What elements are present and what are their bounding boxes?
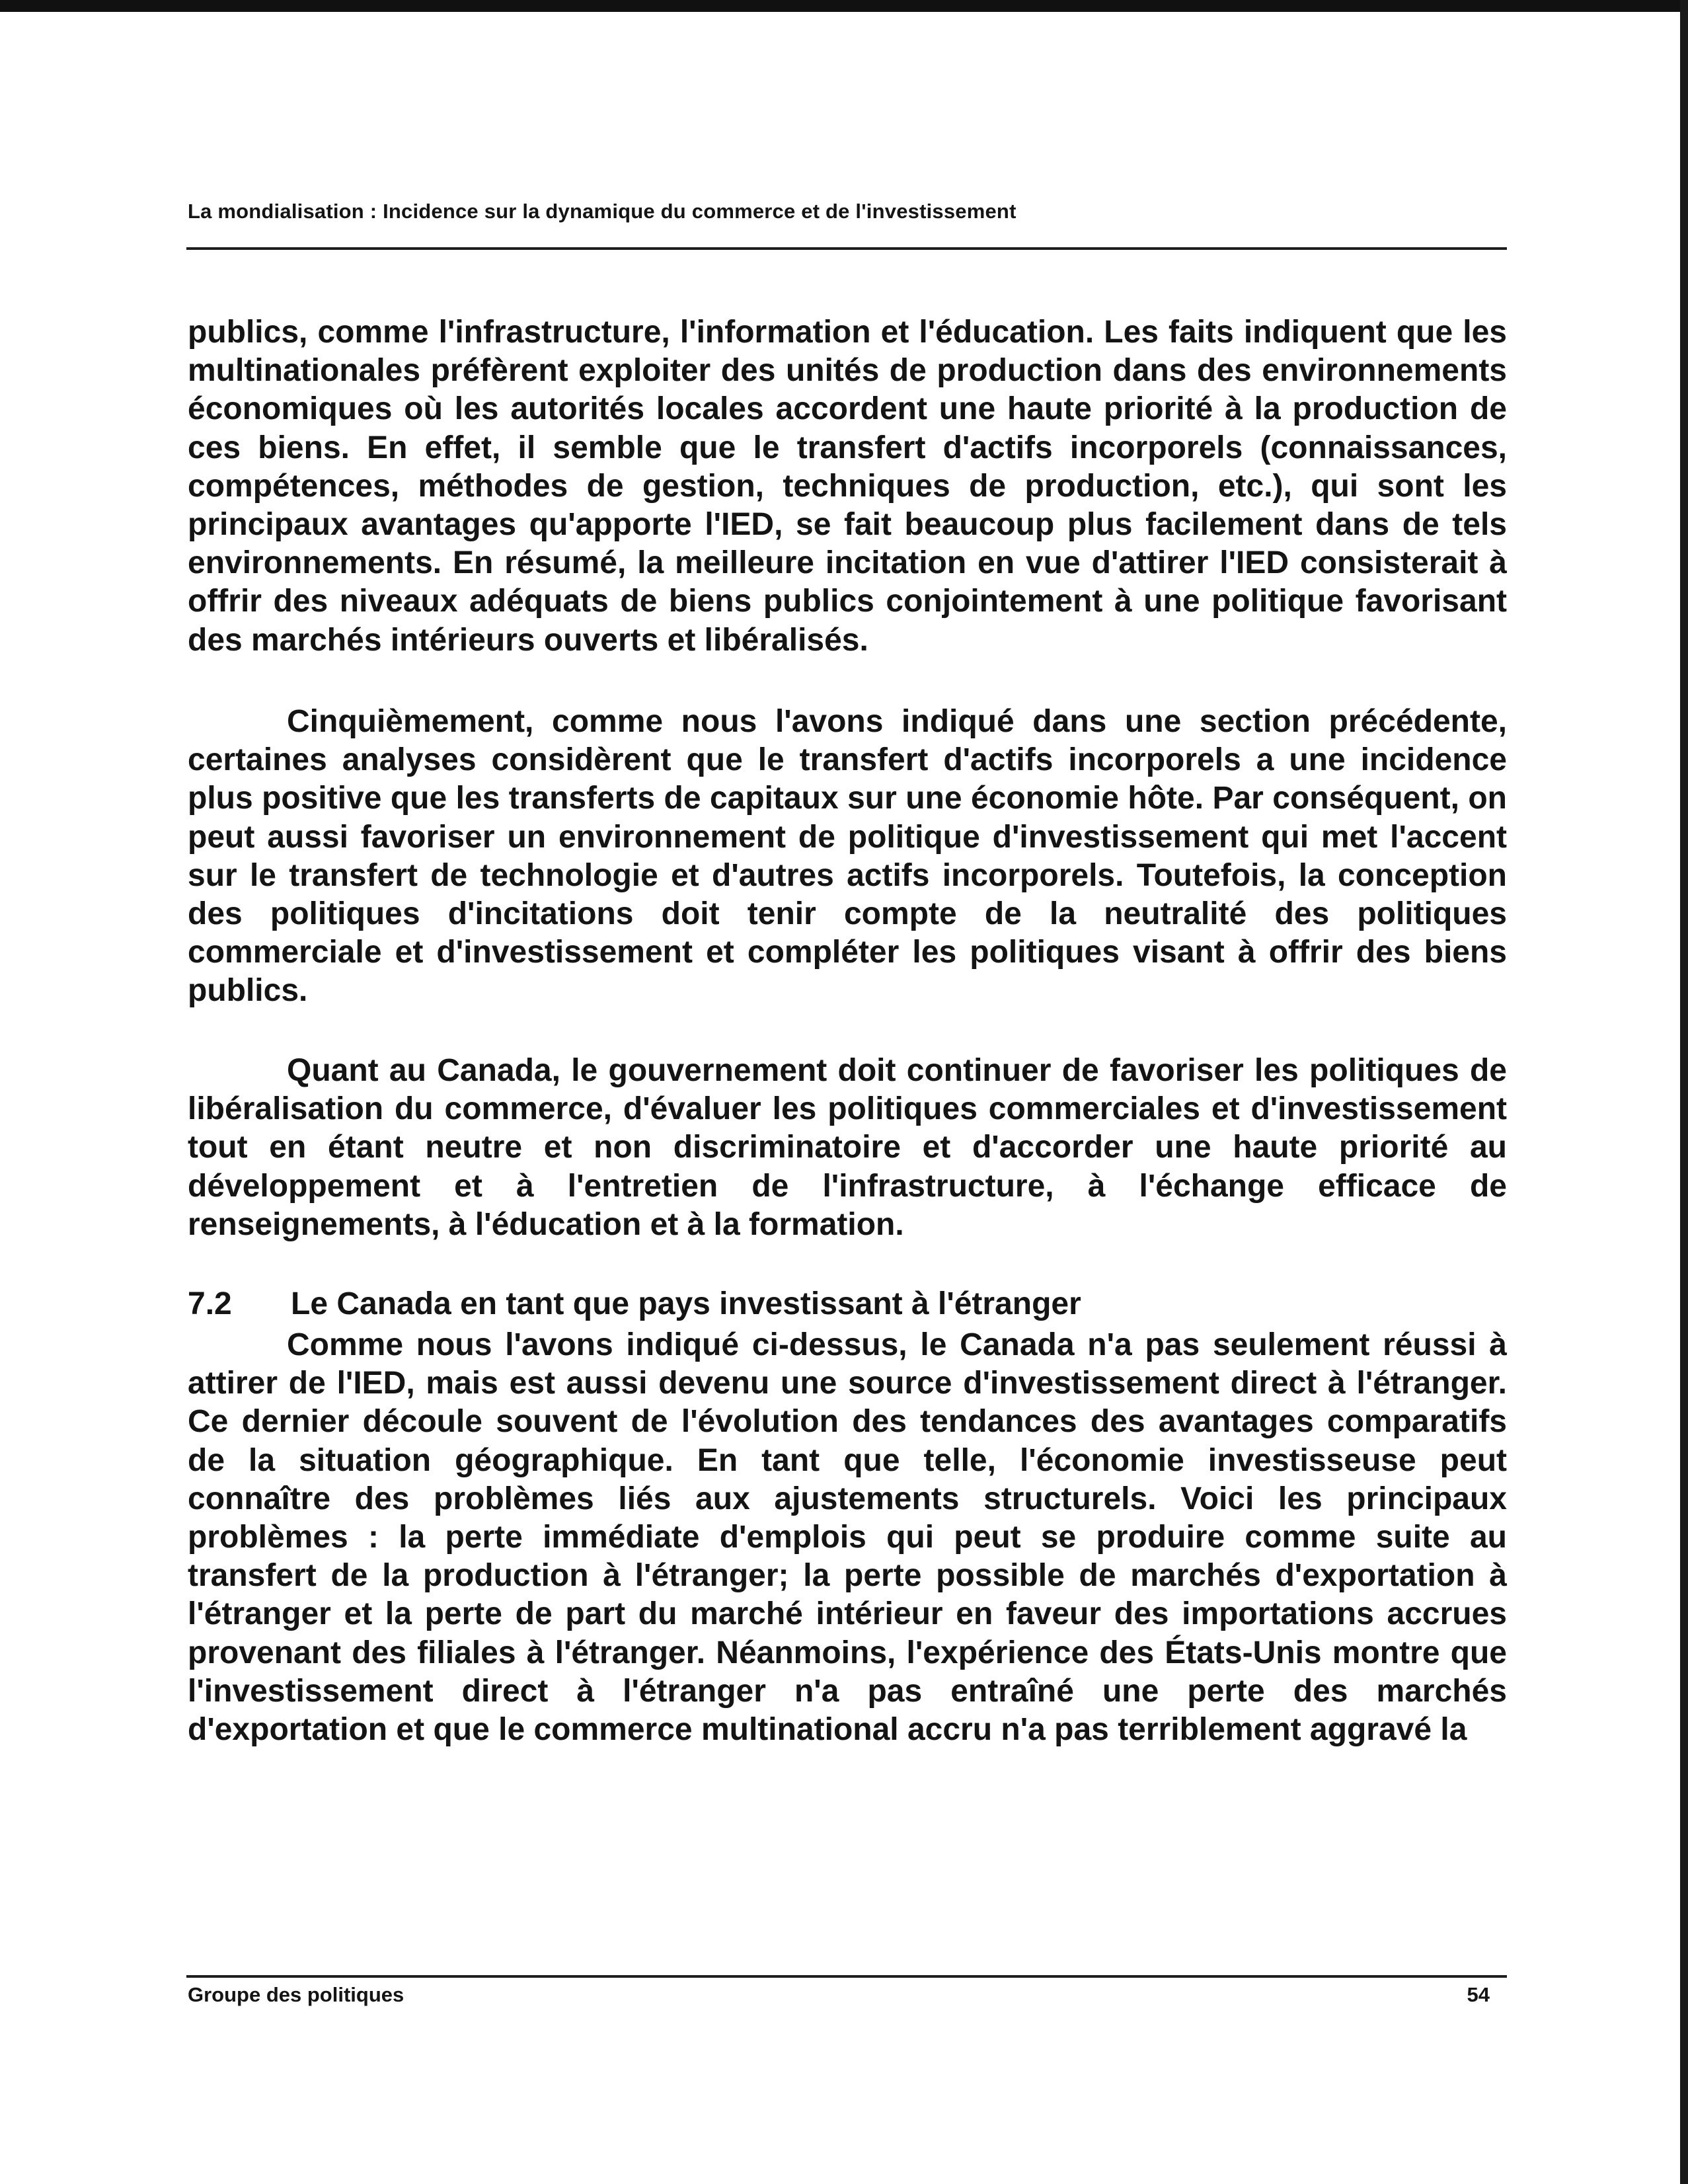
- section-heading: [188, 1286, 1081, 1322]
- paragraph-2: Cinquièmement, comme nous l'avons indiqué dans une section précédente, certaines analyses considèrent que le transfert d'actifs incorporels a une incidence plus positive que les transferts de capitaux sur une économie hôte. Par conséquent, on peut aussi favoriser un environnement de politique d'investissement qui met l'accent sur le transfert de technologie et d'autres actifs incorporels. Toutefois, la conception des politiques d'incitations doit tenir compte de la neutralité des politiques commerciale et d'investissement et compléter les politiques visant à offrir des biens publics.: [188, 704, 1507, 1009]
- section-number: 7.2: [188, 1286, 232, 1321]
- paragraph-3: Quant au Canada, le gouvernement doit continuer de favoriser les politiques de libéralisation du commerce, d'évaluer les politiques commerciales et d'investissement tout en étant neutre et non discriminatoire et d'accorder une haute priorité au développement et à l'entretien de l'infrastructure, à l'échange efficace de renseignements, à l'éducation et à la formation.: [188, 1053, 1507, 1242]
- scan-border-top: [0, 0, 1688, 12]
- header-divider: [186, 247, 1507, 250]
- footer-divider: [186, 1975, 1507, 1978]
- page-number: 54: [1467, 1983, 1490, 2006]
- running-header: La mondialisation : Incidence sur la dynamique du commerce et de l'investissement: [188, 200, 1017, 223]
- section-paragraph: Comme nous l'avons indiqué ci-dessus, le Canada n'a pas seulement réussi à attirer de l'IED, mais est aussi devenu une source d'investissement direct à l'étranger. Ce dernier découle souvent de l'évolution des tendances des avantages comparatifs de la situation géographique. En tant que telle, l'économie investisseuse peut connaître des problèmes liés aux ajustements structurels. Voici les principaux problèmes : la perte immédiate d'emplois qui peut se produire comme suite au transfert de la production à l'étranger; la perte possible de marchés d'exportation à l'étranger et la perte de part du marché intérieur en faveur des importations accrues provenant des filiales à l'étranger. Néanmoins, l'expérience des États-Unis montre que l'investissement direct à l'étranger n'a pas entraîné une perte des marchés d'exportation et que le commerce multinational accru n'a pas terriblement aggravé la: [188, 1327, 1507, 1748]
- paragraph-1: publics, comme l'infrastructure, l'information et l'éducation. Les faits indiquent que les multinationales préfèrent exploiter des unités de production dans des environnements économiques où les autorités locales accordent une haute priorité à la production de ces biens. En effet, il semble que le transfert d'actifs incorporels (connaissances, compétences, méthodes de gestion, techniques de production, etc.), qui sont les principaux avantages qu'apporte l'IED, se fait beaucoup plus facilement dans de tels environnements. En résumé, la meilleure incitation en vue d'attirer l'IED consisterait à offrir des niveaux adéquats de biens publics conjointement à une politique favorisant des marchés intérieurs ouverts et libéralisés.: [188, 315, 1507, 658]
- section-title: Le Canada en tant que pays investissant à l'étranger: [291, 1286, 1081, 1321]
- scan-border-right: [1680, 0, 1688, 2184]
- footer-organization: Groupe des politiques: [188, 1983, 404, 2006]
